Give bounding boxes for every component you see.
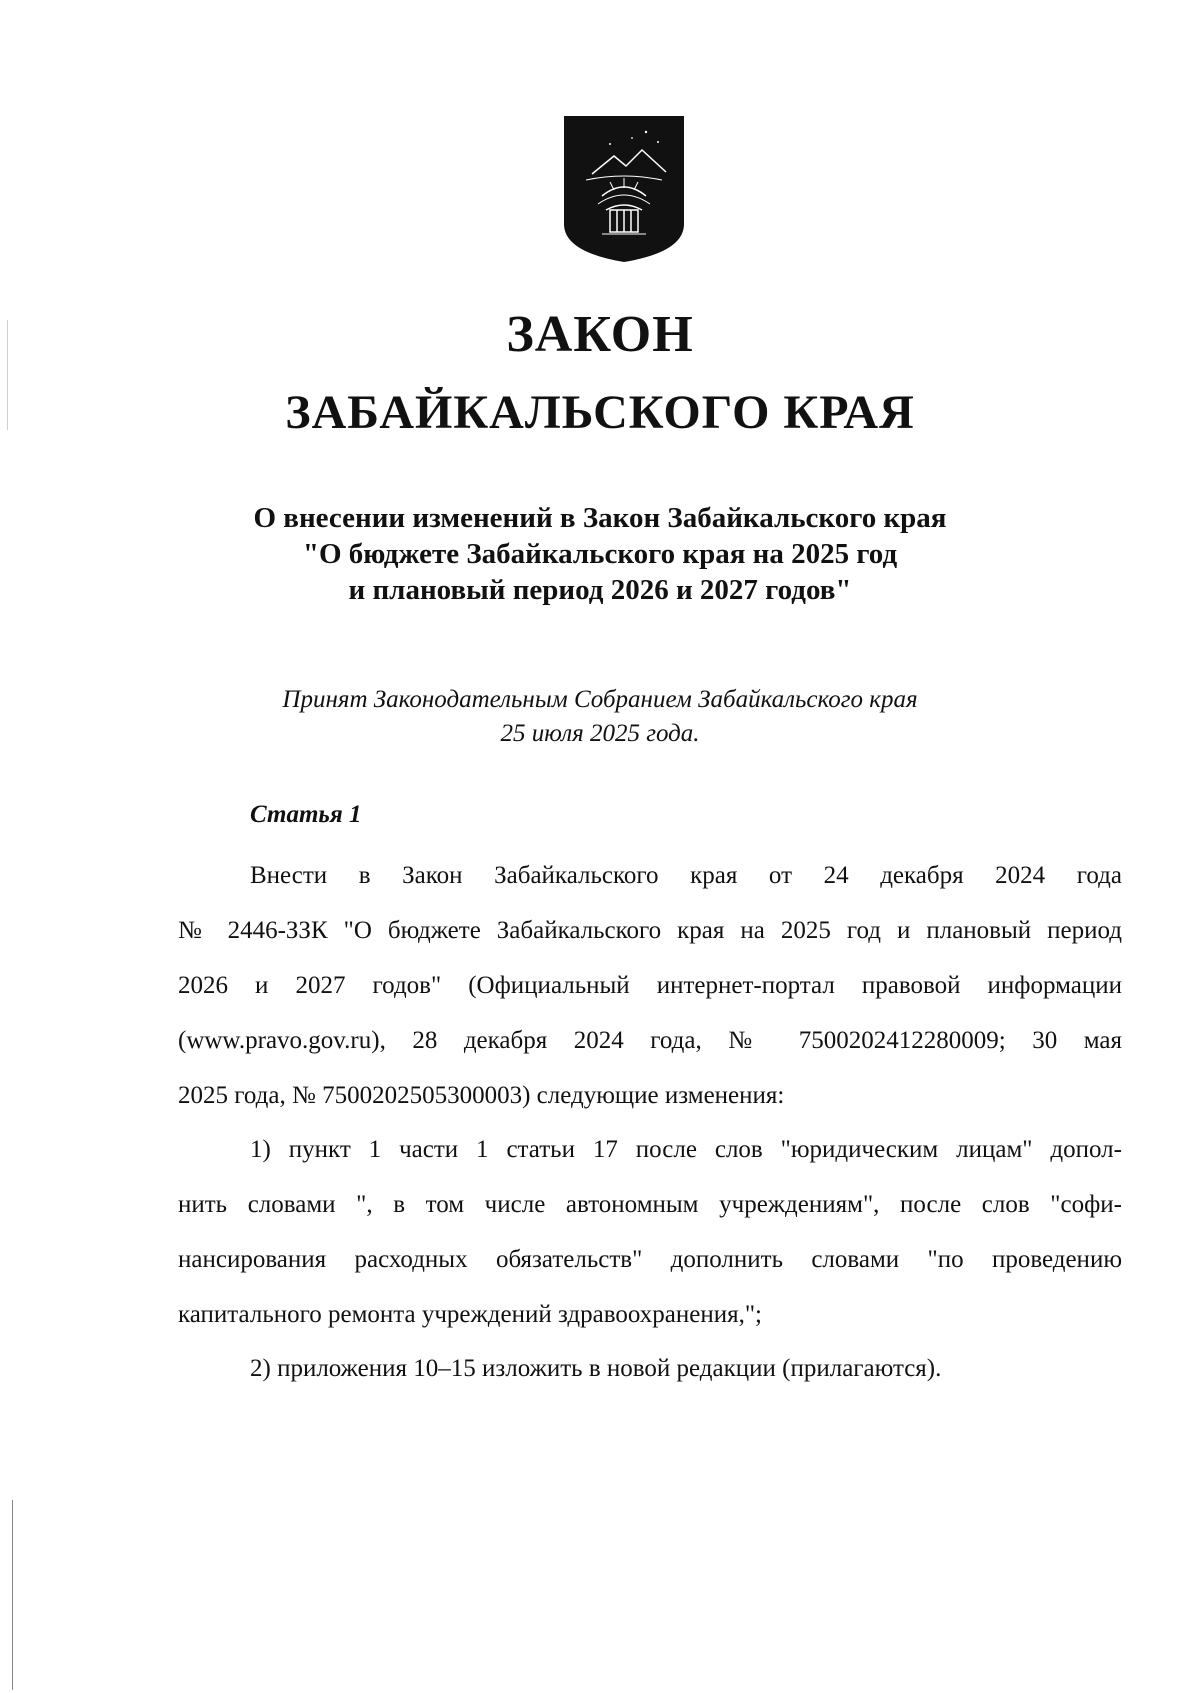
paragraph-line: (www.pravo.gov.ru), 28 декабря 2024 года, № 7500202412280009; 30 мая bbox=[178, 1027, 1122, 1054]
paragraph-line: нить словами ", в том числе автономным учреждениям", после слов "софи- bbox=[178, 1191, 1122, 1218]
paragraph-line: нансирования расходных обязательств" дополнить словами "по проведению bbox=[178, 1246, 1122, 1273]
article-paragraph-3 bbox=[178, 1341, 1122, 1396]
paragraph-line: Внести в Закон Забайкальского края от 24 декабря 2024 года bbox=[250, 862, 1122, 889]
scan-artifact-left-bottom bbox=[12, 1500, 13, 1690]
document-title: ЗАКОН bbox=[506, 306, 694, 363]
adoption-note bbox=[150, 683, 1050, 751]
paragraph-line: 2) приложения 10–15 изложить в новой редакции (прилагаются). bbox=[250, 1355, 942, 1382]
heading-line: О внесении изменений в Закон Забайкальского края bbox=[253, 502, 947, 534]
adoption-line: Принят Законодательным Собранием Забайкальского края bbox=[282, 686, 918, 713]
law-heading bbox=[150, 500, 1050, 608]
document-title-region: ЗАБАЙКАЛЬСКОГО КРАЯ bbox=[285, 386, 915, 439]
article-paragraph-2 bbox=[178, 1122, 1122, 1342]
adoption-date: 25 июля 2025 года. bbox=[500, 720, 700, 747]
heading-line: "О бюджете Забайкальского края на 2025 год bbox=[302, 538, 898, 570]
article-title: Статья 1 bbox=[250, 801, 362, 828]
paragraph-line: № 2446-ЗЗК "О бюджете Забайкальского края на 2025 год и плановый период bbox=[178, 917, 1122, 944]
paragraph-line: капитального ремонта учреждений здравоохранения,"; bbox=[178, 1301, 762, 1328]
article-paragraph-1 bbox=[178, 848, 1122, 1123]
coat-of-arms-icon bbox=[562, 114, 686, 264]
heading-line: и плановый период 2026 и 2027 годов" bbox=[348, 574, 852, 606]
paragraph-line: 1) пункт 1 части 1 статьи 17 после слов "юридическим лицам" допол- bbox=[250, 1136, 1122, 1163]
paragraph-line: 2026 и 2027 годов" (Официальный интернет-портал правовой информации bbox=[178, 972, 1122, 999]
paragraph-line: 2025 года, № 7500202505300003) следующие изменения: bbox=[178, 1082, 785, 1109]
